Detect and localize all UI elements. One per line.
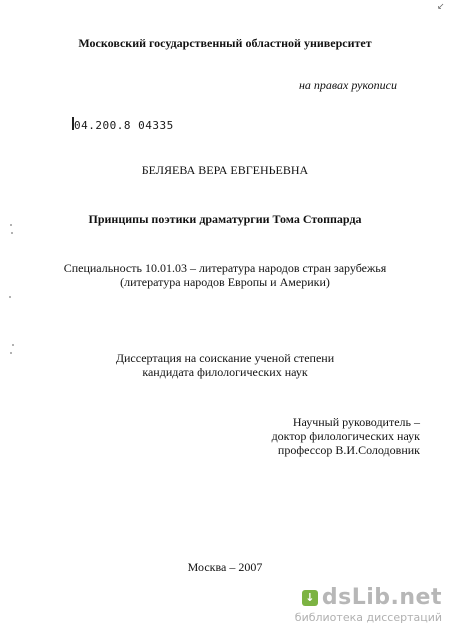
supervisor-line-1: Научный руководитель – — [292, 415, 420, 429]
degree-line-2: кандидата филологических наук — [142, 365, 308, 379]
specialty-line-2: (литература народов Европы и Америки) — [120, 275, 330, 289]
scan-speck — [10, 352, 12, 354]
scan-speck — [9, 296, 11, 298]
scan-speck — [12, 344, 14, 346]
specialty-line-1: Специальность 10.01.03 – литература народов стран зарубежья — [63, 261, 387, 275]
university-name: Московский государственный областной университет — [78, 36, 372, 50]
degree-line-1: Диссертация на соискание ученой степени — [115, 351, 335, 365]
dslib-watermark — [295, 585, 442, 624]
watermark-brand: dsLib.net — [321, 585, 442, 610]
watermark-logo — [295, 585, 442, 610]
arrow-down-icon: ↓ — [302, 590, 318, 606]
registry-stamp: 04.200.8 04335 — [74, 119, 174, 132]
scan-speck — [11, 232, 13, 234]
dissertation-title: Принципы поэтики драматургии Тома Стоппарда — [88, 212, 362, 226]
scan-speck — [10, 224, 12, 226]
place-year: Москва – 2007 — [187, 560, 263, 574]
manuscript-note: на правах рукописи — [298, 78, 397, 92]
author-name: БЕЛЯЕВА ВЕРА ЕВГЕНЬЕВНА — [141, 163, 309, 177]
corner-mark-icon: ↙ — [437, 2, 445, 12]
supervisor-line-2: доктор филологических наук — [271, 429, 420, 443]
supervisor-line-3: профессор В.И.Солодовник — [277, 443, 420, 457]
watermark-tagline: библиотека диссертаций — [294, 611, 442, 624]
